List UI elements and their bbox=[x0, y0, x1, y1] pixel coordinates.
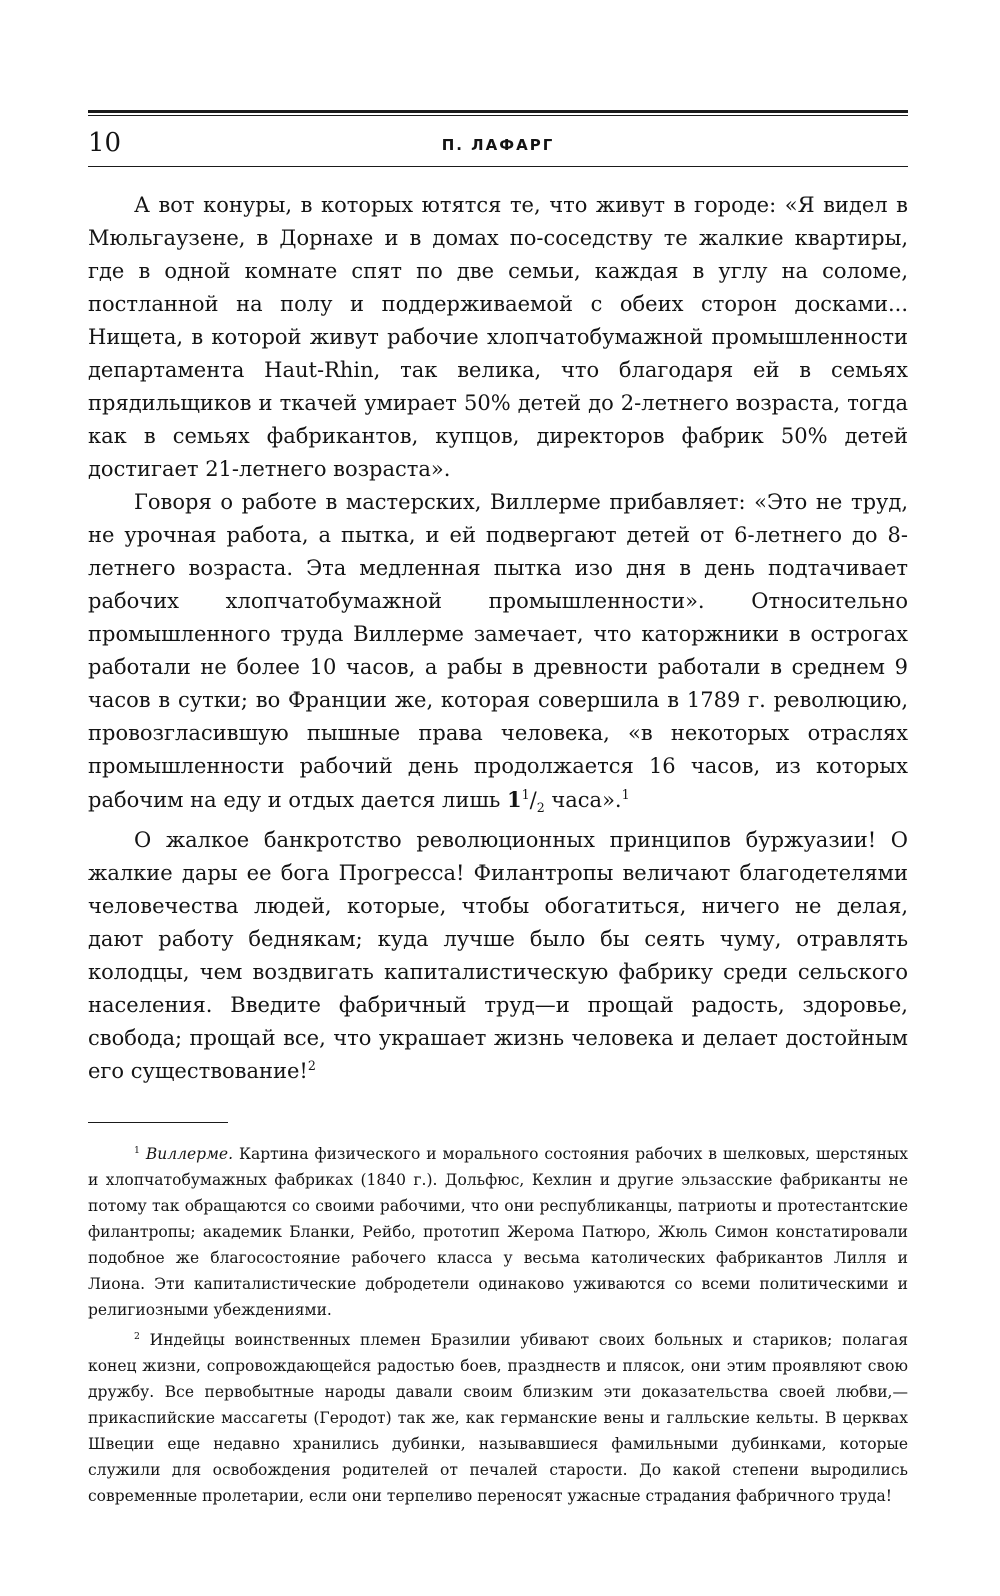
footnote-1 bbox=[88, 1141, 908, 1323]
page-header bbox=[88, 116, 908, 158]
footnote-ref-2[interactable]: 2 bbox=[307, 1058, 316, 1074]
fraction-whole: 1 bbox=[506, 787, 522, 812]
header-rule-thick bbox=[88, 110, 908, 113]
fraction-numerator: 1 bbox=[521, 787, 530, 802]
main-text bbox=[88, 189, 908, 1088]
footnote-ref-1[interactable]: 1 bbox=[621, 787, 630, 802]
paragraph-2: Говоря о работе в мастерских, Виллерме прибавляет: «Это не труд, не урочная работа, а пытка, и ей подвергают детей от 6-летнего до 8-летнего возраста. Эта медленная пытка изо дня в день подтачивает рабочих хлопчатобумажной промышленности». Относительно промышленного труда Виллерме замечает, что каторжники в острогах работали не более 10 часов, а рабы в древности работали в среднем 9 часов в сутки; во Франции же, которая совершила в 1789 г. революцию, провозгласившую пышные права человека, «в некоторых отраслях промышленности рабочий день продолжается 16 часов, из которых рабочим на еду и отдых дается лишь $1^1/_2$ часа».$^1$ bbox=[88, 490, 908, 816]
fraction-denominator: 2 bbox=[536, 800, 545, 816]
footnotes bbox=[88, 1141, 908, 1509]
footnote-separator bbox=[88, 1122, 228, 1123]
footnote-2-text: Индейцы воинственных племен Бразилии убивают своих больных и стариков; полагая конец жизни, сопровождающейся радостью боев, празднеств и плясок, они этим проявляют свою дружбу. Все первобытные народы давали своим близким эти доказательства своей любви,— прикаспийские массагеты (Геродот) так же, как германские вены и галльские кельты. В церквах Швеции еще недавно хранились дубинки, называвшиеся фамильными дубинками, которые служили для освобождения родителей от печалей старости. До какой степени выродились современные пролетарии, если они терпеливо переносят ужасные страдания фабричного труда! bbox=[88, 1331, 908, 1506]
paragraph-1 bbox=[88, 189, 908, 486]
footnote-1-author: Виллерме. bbox=[145, 1145, 234, 1164]
paragraph-2-tail: часа». bbox=[544, 788, 622, 812]
footnote-2-marker: 2 bbox=[134, 1331, 140, 1343]
paragraph-3-text: О жалкое банкротство революционных принципов буржуазии! О жалкие дары ее бога Прогресса! Филантропы величают благодетелями человечества людей, которые, чтобы обогатиться, ничего не делая, дают работу беднякам; куда лучше было бы сеять чуму, отравлять колодцы, чем воздвигать капиталистическую фабрику среди сельского населения. Введите фабричный труд—и прощай радость, здоровье, свобода; прощай все, что украшает жизнь человека и делает достойным его существование! bbox=[88, 828, 908, 1084]
footnote-1-text: Картина физического и морального состояния рабочих в шелковых, шерстяных и хлопчатобумажных фабриках (1840 г.). Дольфюс, Кехлин и другие эльзасские фабриканты не потому так обращаются со своими рабочими, что они республиканцы, патриоты и протестантские филантропы; академик Бланки, Рейбо, прототип Жерома Патюро, Жюль Симон констатировали подобное же благосостояние рабочего класса у весьма католических фабрикантов Лилля и Лиона. Эти капиталистические добродетели одинаково уживаются со всеми политическими и религиозными убеждениями. bbox=[88, 1145, 908, 1320]
paragraph-1-text: А вот конуры, в которых ютятся те, что живут в городе: «Я видел в Мюльгаузене, в Дорнахе и в домах по-соседству те жалкие квартиры, где в одной комнате спят по две семьи, каждая в углу на соломе, постланной на полу и поддерживаемой с обеих сторон досками... Нищета, в которой живут рабочие хлопчатобумажной промышленности департамента Haut-Rhin, так велика, что благодаря ей в семьях прядильщиков и ткачей умирает 50% детей до 2-летнего возраста, тогда как в семьях фабрикантов, купцов, директоров фабрик 50% детей достигает 21-летнего возраста». bbox=[88, 193, 908, 481]
book-page bbox=[88, 110, 908, 1509]
running-head: П. ЛАФАРГ bbox=[441, 136, 555, 154]
page-number: 10 bbox=[88, 128, 122, 158]
footnote-2 bbox=[88, 1327, 908, 1509]
paragraph-3 bbox=[88, 824, 908, 1088]
header-underline bbox=[88, 166, 908, 167]
paragraph-2-text: Говоря о работе в мастерских, Виллерме прибавляет: «Это не труд, не урочная работа, а пытка, и ей подвергают детей от 6-летнего до 8-летнего возраста. Эта медленная пытка изо дня в день подтачивает рабочих хлопчатобумажной промышленности». Относительно промышленного труда Виллерме замечает, что каторжники в острогах работали не более 10 часов, а рабы в древности работали в среднем 9 часов в сутки; во Франции же, которая совершила в 1789 г. революцию, провозгласившую пышные права человека, «в некоторых отраслях промышленности рабочий день продолжается 16 часов, из которых рабочим на еду и отдых дается лишь bbox=[88, 490, 908, 812]
footnote-1-marker: 1 bbox=[134, 1145, 140, 1157]
